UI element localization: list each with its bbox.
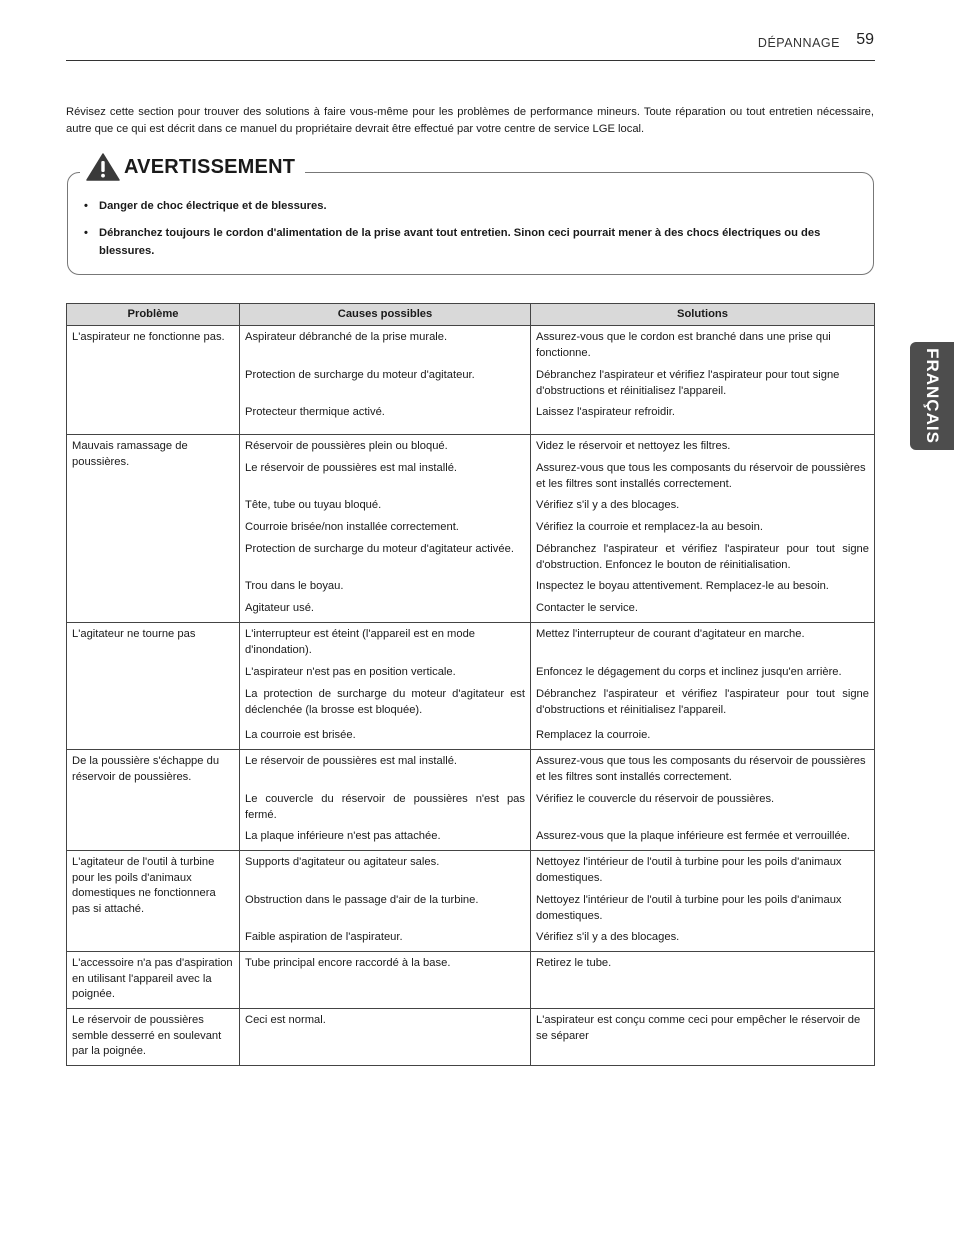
cause-cell: Le réservoir de poussières est mal installé.: [240, 750, 531, 790]
table-row: [67, 750, 875, 790]
solution-cell: Retirez le tube.: [531, 952, 875, 1009]
table-row: [67, 623, 875, 663]
solution-cell: Enfoncez le dégagement du corps et inclinez jusqu'en arrière.: [531, 662, 875, 684]
table-row: [67, 1009, 875, 1066]
cause-cell: La plaque inférieure n'est pas attachée.: [240, 826, 531, 851]
problem-cell: L'aspirateur ne fonctionne pas.: [67, 326, 240, 435]
problem-cell: Le réservoir de poussières semble desserré en soulevant par la poignée.: [67, 1009, 240, 1066]
cause-cell: Protection de surcharge du moteur d'agitateur activée.: [240, 539, 531, 576]
table-row: [67, 326, 875, 366]
solution-cell: Vérifiez le couvercle du réservoir de poussières.: [531, 789, 875, 826]
solution-cell: Laissez l'aspirateur refroidir.: [531, 402, 875, 435]
solution-cell: Inspectez le boyau attentivement. Remplacez-le au besoin.: [531, 576, 875, 598]
problem-cell: Mauvais ramassage de poussières.: [67, 435, 240, 623]
problem-cell: L'agitateur ne tourne pas: [67, 623, 240, 750]
cause-cell: Faible aspiration de l'aspirateur.: [240, 927, 531, 952]
table-row: [67, 435, 875, 459]
warning-list: [84, 197, 864, 269]
problem-cell: L'accessoire n'a pas d'aspiration en utilisant l'appareil avec la poignée.: [67, 952, 240, 1009]
warning-item: • Danger de choc électrique et de blessures.: [84, 197, 864, 215]
header-divider: [66, 60, 875, 61]
solution-cell: Mettez l'interrupteur de courant d'agitateur en marche.: [531, 623, 875, 663]
warning-title: AVERTISSEMENT: [124, 155, 296, 178]
cause-cell: Ceci est normal.: [240, 1009, 531, 1066]
solution-cell: Vérifiez la courroie et remplacez-la au besoin.: [531, 517, 875, 539]
solution-cell: Nettoyez l'intérieur de l'outil à turbine pour les poils d'animaux domestiques.: [531, 851, 875, 891]
solution-cell: Vérifiez s'il y a des blocages.: [531, 927, 875, 952]
cause-cell: L'aspirateur n'est pas en position verticale.: [240, 662, 531, 684]
header-causes: Causes possibles: [240, 304, 531, 326]
page-number: 59: [856, 31, 874, 48]
cause-cell: L'interrupteur est éteint (l'appareil est en mode d'inondation).: [240, 623, 531, 663]
language-tab-label: FRANÇAIS: [923, 348, 942, 444]
header-solutions: Solutions: [531, 304, 875, 326]
solution-cell: Remplacez la courroie.: [531, 725, 875, 750]
cause-cell: Courroie brisée/non installée correctement.: [240, 517, 531, 539]
warning-triangle-icon: [86, 153, 120, 181]
cause-cell: Réservoir de poussières plein ou bloqué.: [240, 435, 531, 459]
section-title: DÉPANNAGE: [757, 36, 840, 50]
solution-cell: Débranchez l'aspirateur et vérifiez l'aspirateur pour tout signe d'obstruction. Enfoncez le bouton de réinitialisation.: [531, 539, 875, 576]
cause-cell: Aspirateur débranché de la prise murale.: [240, 326, 531, 366]
solution-cell: Contacter le service.: [531, 598, 875, 623]
cause-cell: Supports d'agitateur ou agitateur sales.: [240, 851, 531, 891]
solution-cell: Débranchez l'aspirateur et vérifiez l'aspirateur pour tout signe d'obstructions et réinitialisez l'appareil.: [531, 684, 875, 725]
solution-cell: Videz le réservoir et nettoyez les filtres.: [531, 435, 875, 459]
solution-cell: Assurez-vous que tous les composants du réservoir de poussières et les filtres sont installés correctement.: [531, 458, 875, 495]
cause-cell: Tête, tube ou tuyau bloqué.: [240, 495, 531, 517]
language-tab: [910, 342, 954, 450]
cause-cell: Agitateur usé.: [240, 598, 531, 623]
intro-paragraph: Révisez cette section pour trouver des solutions à faire vous-même pour les problèmes de performance mineurs. Toute réparation ou tout entretien nécessaire, autre que ce qui est décrit dans ce manuel du propriétaire devrait être effectué par votre centre de service LGE local.: [66, 106, 874, 135]
cause-cell: Le réservoir de poussières est mal installé.: [240, 458, 531, 495]
table-row: [67, 851, 875, 891]
table-header-row: [67, 304, 875, 326]
solution-cell: Vérifiez s'il y a des blocages.: [531, 495, 875, 517]
solution-cell: Assurez-vous que tous les composants du réservoir de poussières et les filtres sont installés correctement.: [531, 750, 875, 790]
solution-cell: Assurez-vous que la plaque inférieure est fermée et verrouillée.: [531, 826, 875, 851]
troubleshooting-table: [66, 303, 875, 1066]
cause-cell: Protecteur thermique activé.: [240, 402, 531, 435]
solution-cell: Débranchez l'aspirateur et vérifiez l'aspirateur pour tout signe d'obstructions et réinitialisez l'appareil.: [531, 365, 875, 402]
cause-cell: Protection de surcharge du moteur d'agitateur.: [240, 365, 531, 402]
cause-cell: La protection de surcharge du moteur d'agitateur est déclenchée (la brosse est bloquée).: [240, 684, 531, 725]
cause-cell: La courroie est brisée.: [240, 725, 531, 750]
solution-cell: Assurez-vous que le cordon est branché dans une prise qui fonctionne.: [531, 326, 875, 366]
cause-cell: Tube principal encore raccordé à la base.: [240, 952, 531, 1009]
cause-cell: Obstruction dans le passage d'air de la turbine.: [240, 890, 531, 927]
table-body: [67, 326, 875, 1066]
warning-heading: [80, 153, 305, 181]
solution-cell: Nettoyez l'intérieur de l'outil à turbine pour les poils d'animaux domestiques.: [531, 890, 875, 927]
problem-cell: De la poussière s'échappe du réservoir de poussières.: [67, 750, 240, 851]
cause-cell: Trou dans le boyau.: [240, 576, 531, 598]
warning-item: • Débranchez toujours le cordon d'alimentation de la prise avant tout entretien. Sinon ceci pourrait mener à des chocs électriques ou des blessures.: [84, 224, 864, 260]
problem-cell: L'agitateur de l'outil à turbine pour les poils d'animaux domestiques ne fonctionnera pas si attaché.: [67, 851, 240, 952]
header-problem: Problème: [67, 304, 240, 326]
table-row: [67, 952, 875, 1009]
solution-cell: L'aspirateur est conçu comme ceci pour empêcher le réservoir de se séparer: [531, 1009, 875, 1066]
cause-cell: Le couvercle du réservoir de poussières n'est pas fermé.: [240, 789, 531, 826]
